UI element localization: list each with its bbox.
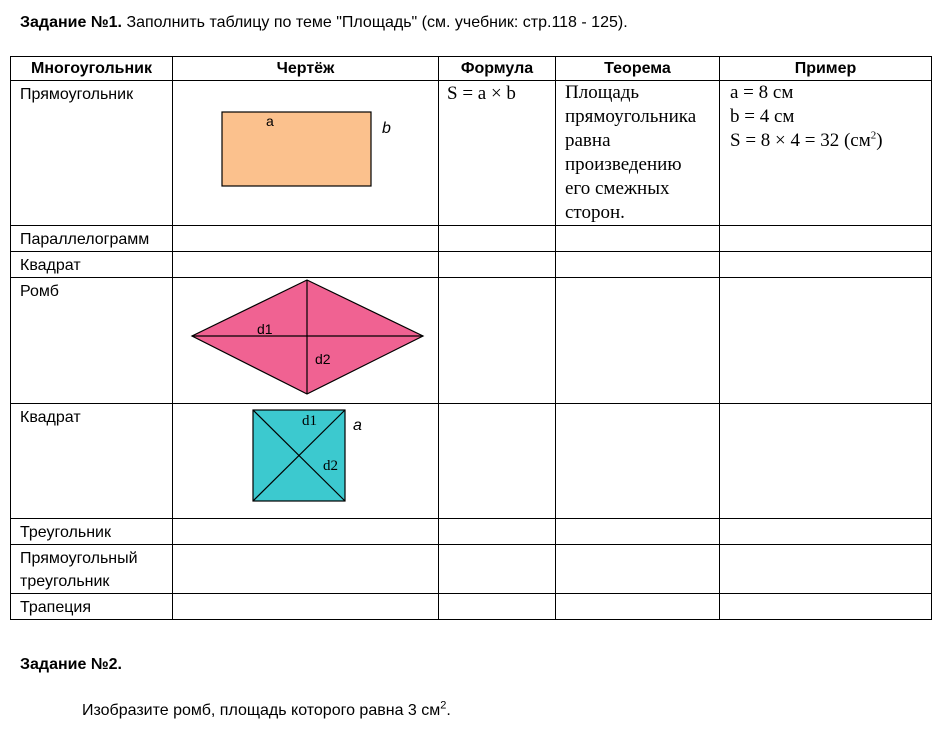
rectangle-example xyxy=(720,81,932,226)
task1-text: Заполнить таблицу по теме "Площадь" (см. учебник: стр.118 - 125). xyxy=(126,14,628,31)
empty-cell xyxy=(173,594,439,620)
row-name: Трапеция xyxy=(11,594,173,620)
table-row xyxy=(11,594,932,620)
task1-title: Задание №1. xyxy=(20,14,122,31)
theorem-line: прямоугольника xyxy=(565,106,697,127)
row-name: Прямоугольный треугольник xyxy=(11,545,173,594)
table-row xyxy=(11,278,932,404)
rhombus-label-d2: d2 xyxy=(315,351,331,367)
task2-text xyxy=(82,699,451,720)
rectangle-label-b: b xyxy=(382,120,391,137)
table-row xyxy=(11,226,932,252)
header-formula: Формула xyxy=(439,57,556,81)
theorem-line: его смежных xyxy=(565,178,670,199)
row-name: Прямоугольник xyxy=(11,81,173,226)
rhombus-drawing-cell xyxy=(173,278,439,404)
area-table xyxy=(10,56,932,620)
empty-cell xyxy=(439,226,556,252)
square-label-d1: d1 xyxy=(302,413,317,429)
empty-cell xyxy=(720,404,932,519)
rhombus-label-d1: d1 xyxy=(257,321,273,337)
row-name: Треугольник xyxy=(11,519,173,545)
empty-cell xyxy=(556,252,720,278)
row-name: Параллелограмм xyxy=(11,226,173,252)
rectangle-drawing xyxy=(173,81,439,224)
empty-cell xyxy=(720,545,932,594)
row-name: Квадрат xyxy=(11,252,173,278)
square-drawing-cell xyxy=(173,404,439,519)
header-theorem: Теорема xyxy=(556,57,720,81)
empty-cell xyxy=(439,252,556,278)
row-name: Ромб xyxy=(11,278,173,404)
task2-end: . xyxy=(446,702,451,719)
example-s-text: S = 8 × 4 = 32 (см xyxy=(730,130,871,151)
empty-cell xyxy=(439,545,556,594)
example-line-s xyxy=(730,129,931,153)
rhombus-drawing xyxy=(173,278,439,403)
table-row xyxy=(11,404,932,519)
rectangle-label-a: a xyxy=(266,113,274,129)
empty-cell xyxy=(720,226,932,252)
task1-heading xyxy=(20,14,628,32)
rectangle-drawing-cell xyxy=(173,81,439,226)
empty-cell xyxy=(556,519,720,545)
header-drawing: Чертёж xyxy=(173,57,439,81)
theorem-line: Площадь xyxy=(565,82,640,103)
rectangle-shape xyxy=(222,112,371,186)
table-row xyxy=(11,81,932,226)
square-drawing xyxy=(173,404,439,518)
empty-cell xyxy=(720,519,932,545)
empty-cell xyxy=(720,252,932,278)
empty-cell xyxy=(439,519,556,545)
empty-cell xyxy=(556,226,720,252)
table-row xyxy=(11,252,932,278)
empty-cell xyxy=(173,226,439,252)
empty-cell xyxy=(439,278,556,404)
example-line-b: b = 4 см xyxy=(730,106,795,127)
theorem-line: произведению xyxy=(565,154,682,175)
rectangle-theorem xyxy=(556,81,720,226)
row-name: Квадрат xyxy=(11,404,173,519)
empty-cell xyxy=(173,252,439,278)
empty-cell xyxy=(556,594,720,620)
example-s-end: ) xyxy=(876,130,883,151)
empty-cell xyxy=(439,594,556,620)
empty-cell xyxy=(439,404,556,519)
theorem-line: сторон. xyxy=(565,202,625,223)
table-row xyxy=(11,545,932,594)
table-row xyxy=(11,519,932,545)
task2-body: Изобразите ромб, площадь которого равна 3 см xyxy=(82,702,441,719)
empty-cell xyxy=(556,404,720,519)
task2-title: Задание №2. xyxy=(20,656,122,673)
theorem-line: равна xyxy=(565,130,611,151)
empty-cell xyxy=(720,594,932,620)
formula-text: S = a × b xyxy=(447,83,516,104)
empty-cell xyxy=(556,278,720,404)
example-s-sup: 2 xyxy=(870,129,877,142)
empty-cell xyxy=(173,519,439,545)
task2-sup: 2 xyxy=(440,699,447,712)
example-line-a: a = 8 см xyxy=(730,82,794,103)
header-example: Пример xyxy=(720,57,932,81)
empty-cell xyxy=(556,545,720,594)
table-header-row xyxy=(11,57,932,81)
empty-cell xyxy=(173,545,439,594)
empty-cell xyxy=(720,278,932,404)
rectangle-formula xyxy=(439,81,556,226)
square-label-a: a xyxy=(353,417,362,434)
square-label-d2: d2 xyxy=(323,458,338,474)
header-polygon: Многоугольник xyxy=(11,57,173,81)
